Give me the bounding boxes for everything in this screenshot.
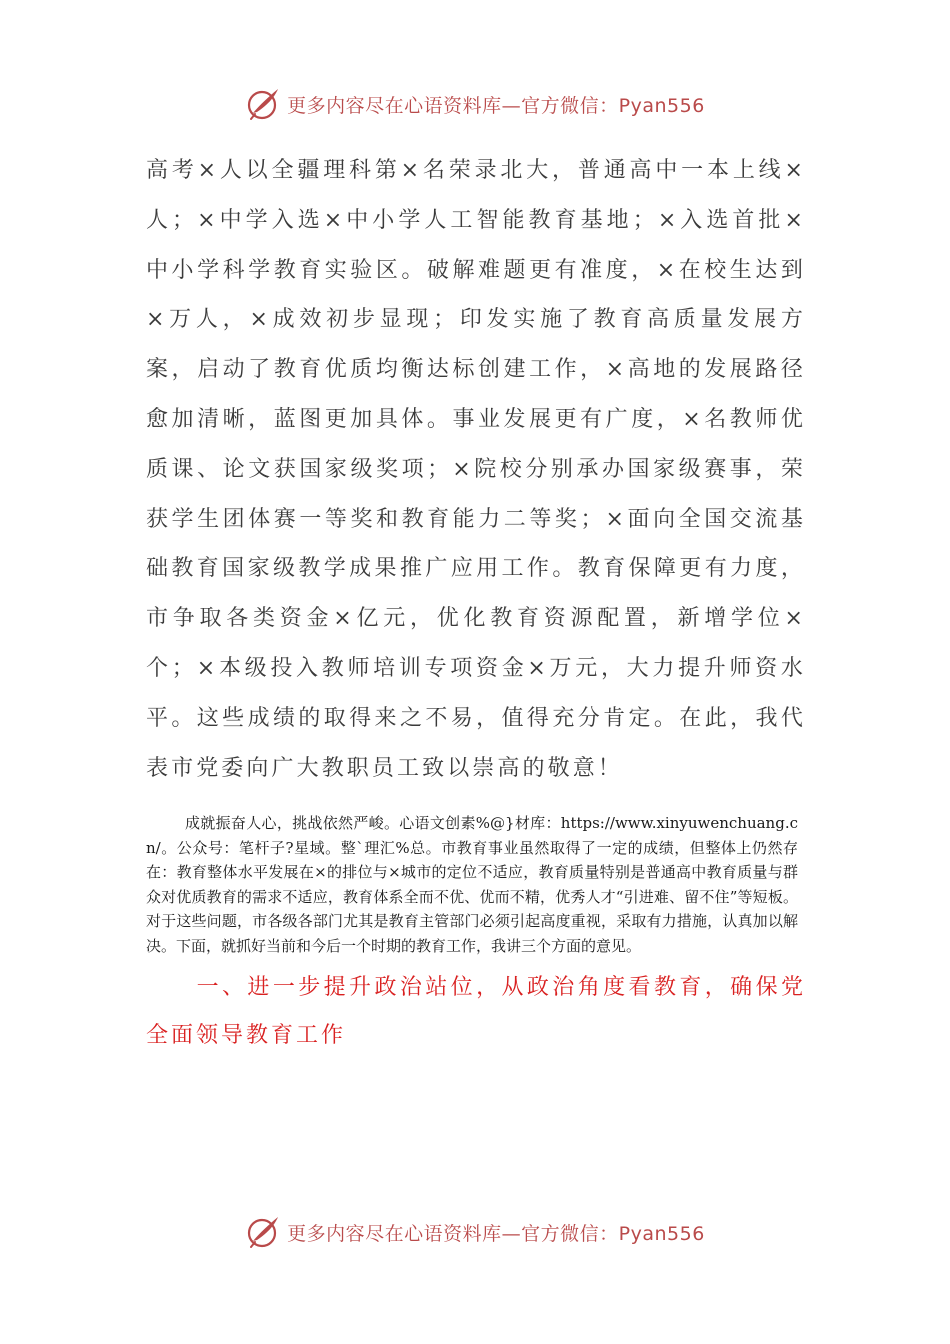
body-paragraph-achievements: 高考×人以全疆理科第×名荣录北大，普通高中一本上线×人；×中学入选×中小学人工智能教育基地；×入选首批×中小学科学教育实验区。破解难题更有准度，×在校生达到×万人，×成效初步显现；印发实施了教育高质量发展方案，启动了教育优质均衡达标创建工作，×高地的发展路径愈加清晰，蓝图更加具体。事业发展更有广度，×名教师优质课、论文获国家级奖项；×院校分别承办国家级赛事，荣获学生团体赛一等奖和教育能力二等奖；×面向全国交流基础教育国家级教学成果推广应用工作。教育保障更有力度，市争取各类资金×亿元，优化教育资源配置，新增学位×个；×本级投入教师培训专项资金×万元，大力提升师资水平。这些成绩的取得来之不易，值得充分肯定。在此，我代表市党委向广大教职员工致以崇高的敬意！ xyxy=(146,158,806,781)
footer-banner-text: 更多内容尽在心语资料库—官方微信：Pyan556 xyxy=(287,1222,705,1245)
quill-pen-logo-icon xyxy=(245,86,281,122)
quill-pen-logo-icon xyxy=(245,1214,281,1250)
body-paragraph-challenges: 成就振奋人心，挑战依然严峻。心语文创素%@}材库：https://www.xinyuwenchuang.cn/。公众号：笔杆子?星域。整`理汇%总。市教育事业虽然取得了一定的成绩，但整体上仍然存在：教育整体水平发展在×的排位与×城市的定位不适应，教育质量特别是普通高中教育质量与群众对优质教育的需求不适应，教育体系全而不优、优而不精，优秀人才“引进难、留不住”等短板。对于这些问题，市各级各部门尤其是教育主管部门必须引起高度重视，采取有力措施，认真加以解决。下面，就抓好当前和今后一个时期的教育工作，我讲三个方面的意见。 xyxy=(146,814,798,955)
document-body xyxy=(146,146,806,1060)
section-heading-1: 一、进一步提升政治站位，从政治角度看教育，确保党全面领导教育工作 xyxy=(146,975,806,1049)
footer-banner xyxy=(0,1212,950,1252)
header-banner-text: 更多内容尽在心语资料库—官方微信：Pyan556 xyxy=(287,94,705,117)
header-banner xyxy=(0,84,950,124)
